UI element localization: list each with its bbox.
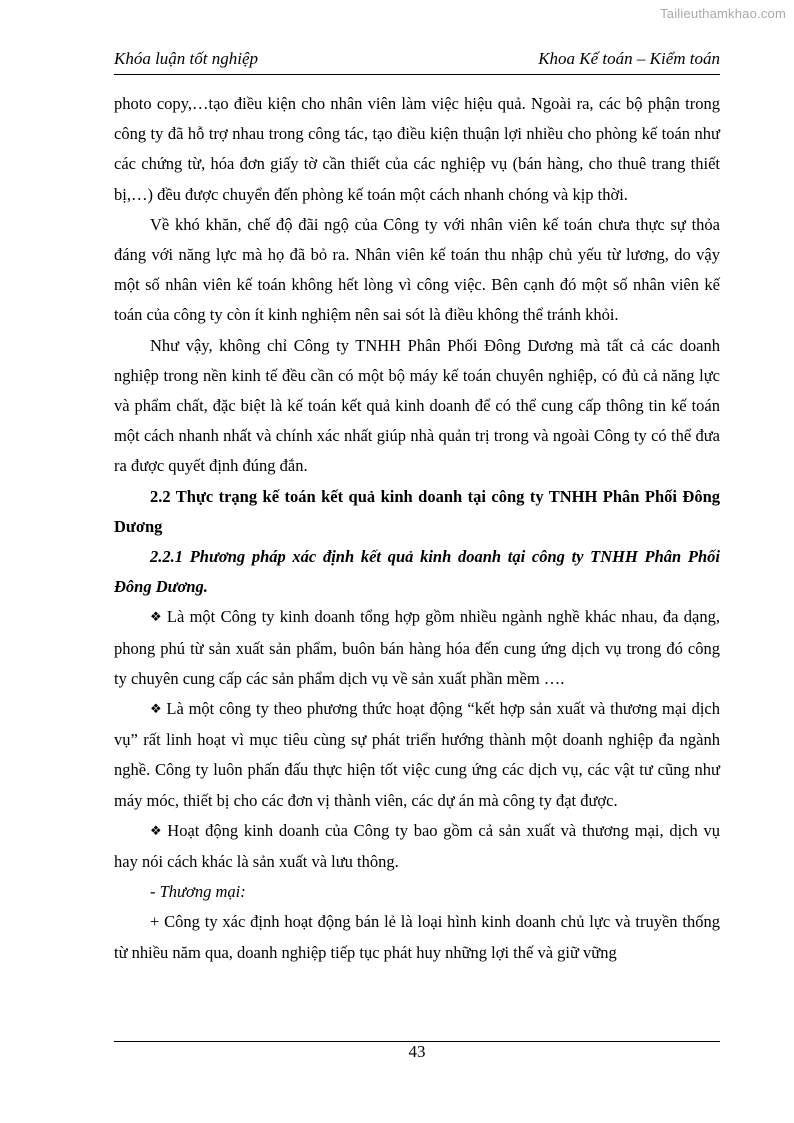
paragraph-difficulties: Về khó khăn, chế độ đãi ngộ của Công ty với nhân viên kế toán chưa thực sự thỏa đáng với năng lực mà họ đã bỏ ra. Nhân viên kế toán thu nhập chủ yếu từ lương, do vậy một số nhân viên kế toán không hết lòng vì công việc. Bên cạnh đó một số nhân viên kế toán của công ty còn ít kinh nghiệm nên sai sót là điều không thể tránh khỏi. bbox=[114, 214, 720, 325]
subheading-trade: - Thương mại: bbox=[150, 882, 246, 902]
bullet-item bbox=[114, 816, 720, 877]
section-heading-2-2-1: 2.2.1 Phương pháp xác định kết quả kinh doanh tại công ty TNHH Phân Phối Đông Dương. bbox=[114, 547, 720, 597]
paragraph-continuation: photo copy,…tạo điều kiện cho nhân viên làm việc hiệu quả. Ngoài ra, các bộ phận trong công ty đã hỗ trợ nhau trong công tác, tạo điều kiện thuận lợi nhiều cho phòng kế toán như các chứng từ, hóa đơn giấy tờ cần thiết của các nghiệp vụ (bán hàng, cho thuê trang thiết bị,…) đều được chuyển đến phòng kế toán một cách nhanh chóng và kịp thời. bbox=[114, 94, 720, 204]
header-left-title: Khóa luận tốt nghiệp bbox=[114, 49, 259, 68]
diamond-bullet-icon: ❖ bbox=[150, 609, 163, 625]
bullet-text: Là một công ty theo phương thức hoạt động “kết hợp sản xuất và thương mại dịch vụ” rất linh hoạt vì mục tiêu cùng sự phát triển hướng thành một doanh nghiệp đa ngành nghề. Công ty luôn phấn đấu thực hiện tốt việc cung ứng các dịch vụ, các vật tư cũng như máy móc, thiết bị cho các đơn vị thành viên, các dự án mà công ty đạt được. bbox=[114, 699, 720, 810]
page-header bbox=[114, 46, 720, 75]
bullet-item bbox=[114, 694, 720, 816]
page-body bbox=[114, 89, 720, 968]
header-right-title: Khoa Kế toán – Kiểm toán bbox=[538, 49, 720, 68]
bullet-text: Hoạt động kinh doanh của Công ty bao gồm cả sản xuất và thương mại, dịch vụ hay nói cách khác là sản xuất và lưu thông. bbox=[114, 820, 720, 872]
section-heading-2-2: 2.2 Thực trạng kế toán kết quả kinh doanh tại công ty TNHH Phân Phối Đông Dương bbox=[114, 486, 720, 536]
diamond-bullet-icon: ❖ bbox=[150, 822, 164, 838]
bullet-item bbox=[114, 602, 720, 694]
paragraph-conclusion: Như vậy, không chỉ Công ty TNHH Phân Phối Đông Dương mà tất cả các doanh nghiệp trong nền kinh tế đều cần có một bộ máy kế toán chuyên nghiệp, có đủ cả năng lực và phẩm chất, đặc biệt là kế toán kết quả kinh doanh để có thể cung cấp thông tin kế toán một cách nhanh nhất và chính xác nhất giúp nhà quản trị trong và ngoài Công ty có thể đưa ra được quyết định đúng đắn. bbox=[114, 335, 720, 476]
diamond-bullet-icon: ❖ bbox=[150, 701, 163, 717]
watermark-text: Tailieuthamkhao.com bbox=[660, 6, 786, 21]
page-number: 43 bbox=[408, 1042, 426, 1061]
paragraph-trade: + Công ty xác định hoạt động bán lẻ là loại hình kinh doanh chủ lực và truyền thống từ nhiều năm qua, doanh nghiệp tiếp tục phát huy những lợi thế và giữ vững bbox=[114, 912, 720, 962]
bullet-text: Là một Công ty kinh doanh tổng hợp gồm nhiều ngành nghề khác nhau, đa dạng, phong phú từ sản xuất sản phẩm, buôn bán hàng hóa đến cung ứng dịch vụ trong đó công ty chuyên cung cấp các sản phẩm dịch vụ về sản xuất phần mềm …. bbox=[114, 607, 721, 688]
